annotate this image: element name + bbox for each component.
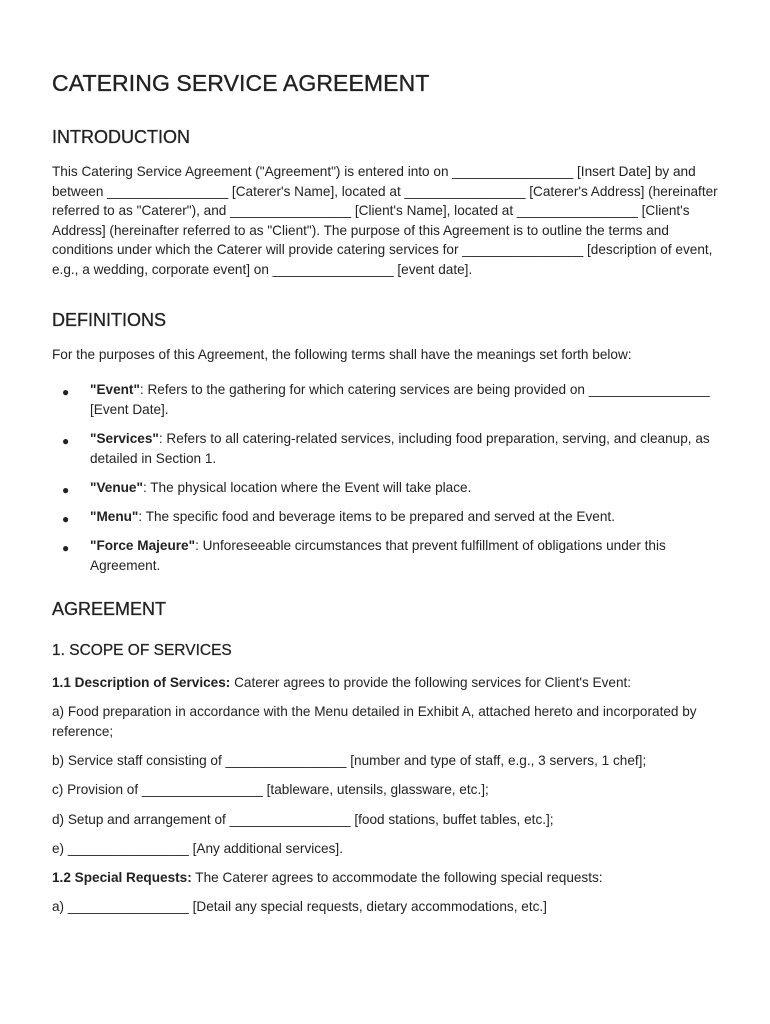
definition-term: "Event" xyxy=(90,382,140,398)
bullet-icon: ● xyxy=(62,511,70,526)
definition-text: : The physical location where the Event will take place. xyxy=(142,479,472,495)
introduction-heading: INTRODUCTION xyxy=(52,127,190,147)
definition-text: : Refers to the gathering for which catering services are being provided on ________________ [Event Date]. xyxy=(90,382,710,417)
service-item-a: a) Food preparation in accordance with the Menu detailed in Exhibit A, attached hereto and incorporated by reference; xyxy=(52,704,697,740)
definition-term: "Venue" xyxy=(90,479,143,495)
definitions-lead: For the purposes of this Agreement, the following terms shall have the meanings set forth below: xyxy=(52,346,632,362)
definition-item-venue xyxy=(52,478,724,498)
definition-text: : Unforeseeable circumstances that prevent fulfillment of obligations under this Agreement. xyxy=(90,538,666,573)
section-1-2-paragraph xyxy=(52,868,724,888)
bullet-icon: ● xyxy=(62,541,70,556)
section-1-1-label: 1.1 Description of Services: xyxy=(52,675,231,691)
special-request-item-a: a) ________________ [Detail any special requests, dietary accommodations, etc.] xyxy=(52,899,547,915)
service-item-c: c) Provision of ________________ [tableware, utensils, glassware, etc.]; xyxy=(52,782,489,798)
definition-item-menu xyxy=(52,507,724,527)
agreement-heading: AGREEMENT xyxy=(52,599,167,620)
section-1-2-label: 1.2 Special Requests: xyxy=(52,870,192,885)
definition-item-services xyxy=(52,429,724,468)
service-item-b: b) Service staff consisting of ________________ [number and type of staff, e.g., 3 servers, 1 chef]; xyxy=(52,753,647,769)
section-1-1-paragraph xyxy=(52,673,724,693)
service-item-d: d) Setup and arrangement of ________________ [food stations, buffet tables, etc.]; xyxy=(52,811,554,827)
section-1-2-text: The Caterer agrees to accommodate the following special requests: xyxy=(191,870,603,885)
definitions-list xyxy=(52,380,724,575)
definition-term: "Menu" xyxy=(90,508,139,524)
definition-text: : Refers to all catering-related services, including food preparation, serving, and cleanup, as detailed in Section 1. xyxy=(90,430,710,466)
definition-item-force-majeure xyxy=(52,536,724,575)
definition-term: "Services" xyxy=(90,430,159,446)
bullet-icon: ● xyxy=(62,433,70,448)
definition-term: "Force Majeure" xyxy=(90,538,196,554)
section-1-heading: 1. SCOPE OF SERVICES xyxy=(52,642,232,660)
definitions-heading: DEFINITIONS xyxy=(52,309,167,330)
document-content xyxy=(52,70,724,926)
document-title: CATERING SERVICE AGREEMENT xyxy=(52,70,430,96)
introduction-paragraph: This Catering Service Agreement ("Agreement") is entered into on ________________ [Insert Date] by and between ________________ [Caterer's Name], located at ________________ [Caterer's Address] (hereinafter referred to as "Caterer"), and ________________ [Client's Name], located at ________________ [Client's Address] (hereinafter referred to as "Client"). The purpose of this Agreement is to outline the terms and conditions under which the Caterer will provide catering services for ________________ [description of event, e.g., a wedding, corporate event] on ________________ [event date]. xyxy=(52,164,718,277)
bullet-icon: ● xyxy=(62,385,70,400)
service-item-e: e) ________________ [Any additional services]. xyxy=(52,840,343,856)
bullet-icon: ● xyxy=(62,482,70,497)
definition-text: : The specific food and beverage items to be prepared and served at the Event. xyxy=(138,508,615,524)
section-1-1-text: Caterer agrees to provide the following services for Client's Event: xyxy=(230,675,632,691)
definition-item-event xyxy=(52,380,724,419)
